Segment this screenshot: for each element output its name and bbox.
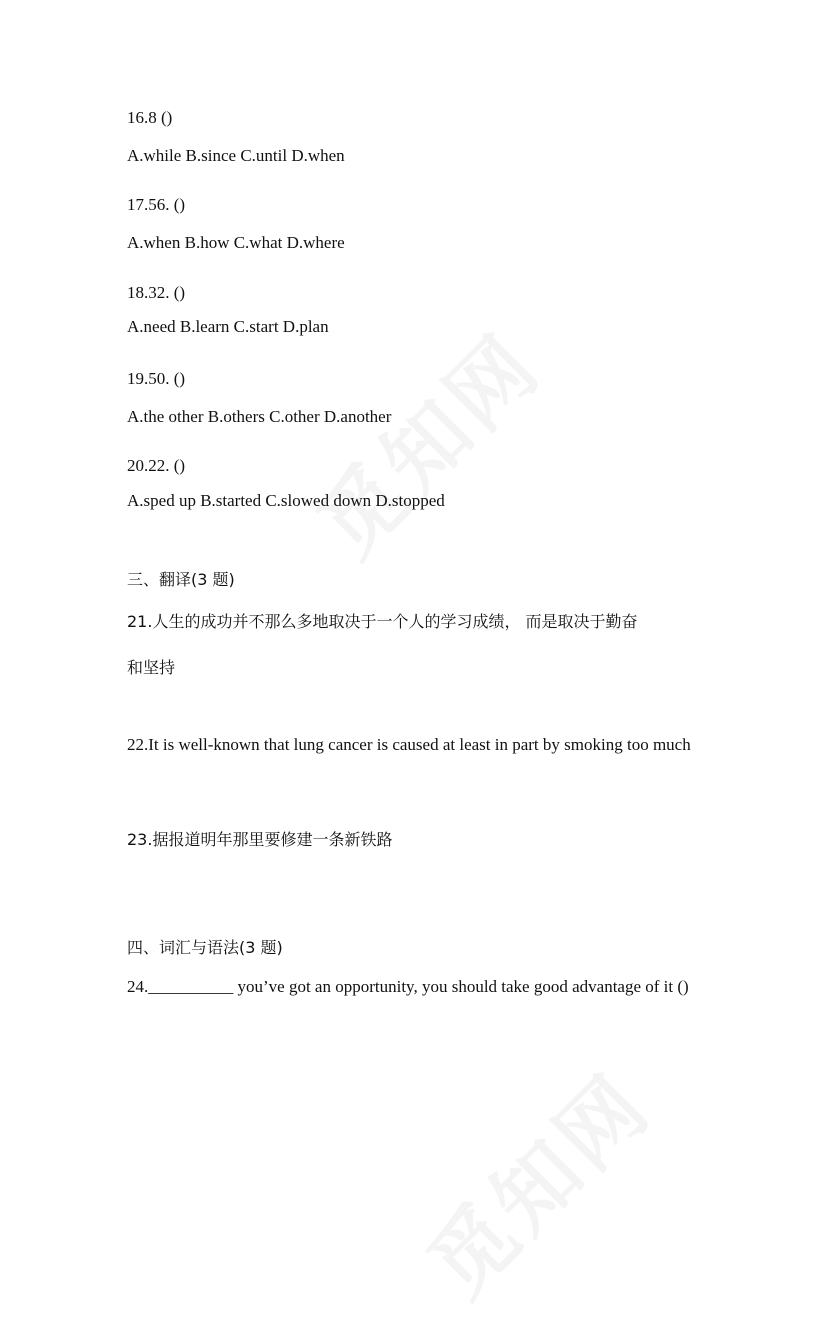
q19-options: A.the other B.others C.other D.another [127,407,392,426]
q20-stem: 20.22. () [127,456,186,475]
q20-options: A.sped up B.started C.slowed down D.stopped [127,491,445,510]
q22-text: 22.It is well-known that lung cancer is caused at least in part by smoking too much [127,735,691,754]
q17-stem: 17.56. () [127,195,186,214]
watermark-bottom [397,1042,673,1318]
q18-stem: 18.32. () [127,283,186,302]
q18-options: A.need B.learn C.start D.plan [127,317,329,336]
q19-stem: 19.50. () [127,369,186,388]
q21-line2: 和坚持 [127,658,176,677]
watermark [287,302,563,578]
section3-heading: 三、翻译(3 题) [127,570,235,589]
q17-options: A.when B.how C.what D.where [127,233,345,252]
q21-line1: 21.人生的成功并不那么多地取决于一个人的学习成绩， 而是取决于勤奋 [127,612,638,631]
q16-stem: 16.8 () [127,108,173,127]
section4-heading: 四、词汇与语法(3 题) [127,938,283,957]
q23-text: 23.据报道明年那里要修建一条新铁路 [127,830,393,849]
q24-text: 24.__________ you’ve got an opportunity, you should take good advantage of it () [127,977,689,996]
q16-options: A.while B.since C.until D.when [127,146,345,165]
